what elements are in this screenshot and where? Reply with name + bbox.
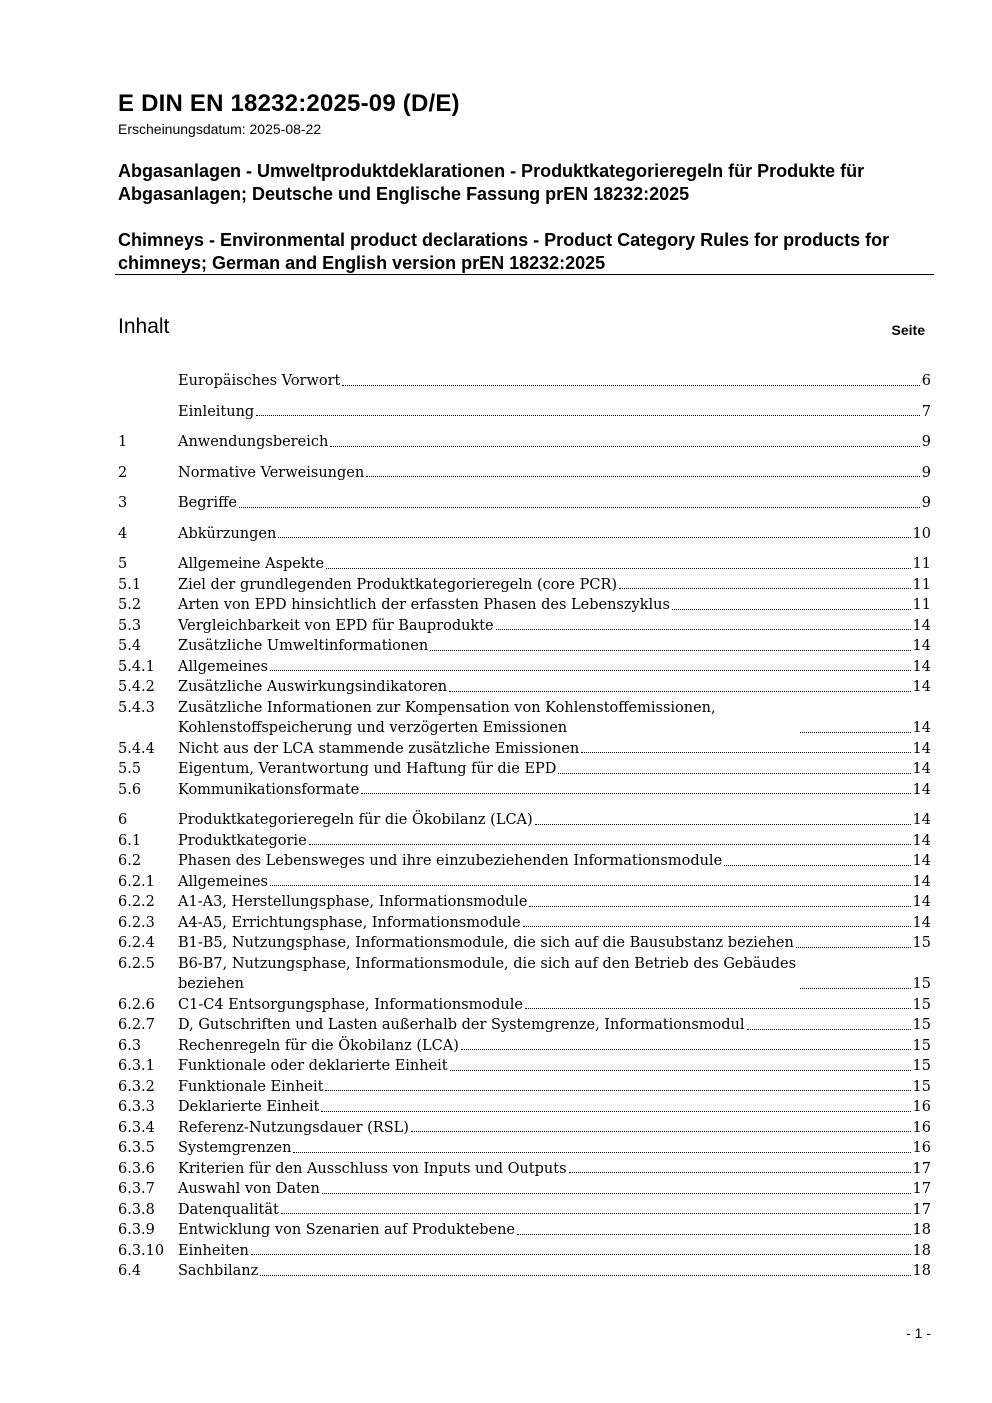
toc-entry-page: 15 (912, 1017, 931, 1033)
toc-entry-title: Einheiten (178, 1242, 249, 1259)
toc-dot-leader (411, 1131, 911, 1132)
toc-entry-number: 6.2.6 (118, 996, 155, 1013)
toc-dot-leader (461, 1049, 911, 1050)
toc-entry-number: 6.1 (118, 832, 142, 849)
toc-entry-number: 5.6 (118, 781, 142, 798)
toc-entry-number: 6.3.3 (118, 1099, 155, 1115)
toc-entry-line (178, 636, 931, 657)
toc-dot-leader (581, 752, 910, 753)
toc-entry-number: 6.3.8 (118, 1201, 155, 1218)
toc-entry-number: 5.3 (118, 617, 142, 634)
toc-entry-number: 6.3.6 (118, 1160, 155, 1177)
toc-entry-number: 2 (118, 464, 128, 481)
toc-entry-page: 18 (912, 1263, 931, 1279)
toc-entry-page: 14 (912, 740, 931, 757)
toc-dot-leader (270, 885, 911, 886)
toc-entry-page: 18 (912, 1222, 931, 1238)
toc-dot-leader (256, 415, 920, 416)
toc-entry-line (178, 1056, 931, 1077)
toc-dot-leader (529, 906, 910, 907)
toc-entry-page: 17 (912, 1201, 931, 1218)
toc-entry-page: 14 (912, 873, 931, 890)
toc-page-label: Seite (891, 322, 925, 338)
toc-entry-page: 15 (912, 1037, 931, 1054)
toc-dot-leader (322, 1193, 911, 1194)
toc-dot-leader (523, 926, 911, 927)
toc-entry[interactable] (118, 872, 931, 893)
page-number: - 1 - (906, 1325, 931, 1341)
toc-entry-title: Nicht aus der LCA stammende zusätzliche Emissionen (178, 740, 580, 757)
toc-entry-line (178, 831, 931, 852)
toc-entry-number: 5 (118, 556, 128, 572)
toc-entry-page: 14 (912, 914, 931, 931)
toc-dot-leader (325, 1090, 910, 1091)
toc-entry[interactable] (118, 432, 931, 453)
toc-entry-title: Produktkategorieregeln für die Ökobilanz (LCA) (178, 812, 533, 828)
toc-entry-title: Auswahl von Daten (178, 1181, 320, 1197)
toc-dot-leader (251, 1254, 911, 1255)
toc-entry-page: 14 (912, 832, 931, 849)
toc-entry[interactable] (118, 524, 931, 545)
toc-entry-number: 5.2 (118, 597, 142, 613)
toc-entry-page: 14 (912, 853, 931, 869)
toc-entry-title: Phasen des Lebensweges und ihre einzubeziehenden Informationsmodule (178, 853, 723, 869)
toc-entry-line (178, 677, 931, 698)
toc-dot-leader (517, 1234, 911, 1235)
toc-entry[interactable] (118, 739, 931, 760)
toc-entry-number: 6.2.4 (118, 935, 155, 951)
toc-entry[interactable] (118, 1261, 931, 1282)
toc-entry[interactable] (118, 463, 931, 484)
toc-dot-leader (281, 1213, 911, 1214)
toc-entry-title: Eigentum, Verantwortung und Haftung für die EPD (178, 761, 557, 777)
toc-entry-page: 9 (921, 464, 931, 481)
toc-entry-number: 5.4.4 (118, 740, 155, 757)
toc-entry[interactable] (118, 892, 931, 913)
toc-entry[interactable] (118, 677, 931, 698)
toc-entry-page: 14 (912, 761, 931, 777)
toc-entry[interactable] (118, 1179, 931, 1200)
toc-entry-page: 14 (912, 638, 931, 654)
toc-entry-page: 10 (912, 525, 931, 542)
toc-entry-number: 5.4.1 (118, 658, 155, 675)
toc-entry-number: 6.2 (118, 853, 142, 869)
toc-entry-page: 15 (912, 976, 931, 992)
toc-entry-number: 6.3.2 (118, 1078, 155, 1095)
toc-entry-number: 5.1 (118, 576, 142, 593)
toc-entry-number: 6.3.4 (118, 1119, 155, 1136)
toc-entry-title: B6-B7, Nutzungsphase, Informationsmodule, die sich auf den Betrieb des Gebäudes beziehen (178, 955, 797, 992)
toc-entry-page: 15 (912, 935, 931, 951)
toc-entry-number: 6.3.1 (118, 1058, 155, 1074)
toc-dot-leader (366, 476, 920, 477)
toc-dot-leader (619, 588, 911, 589)
toc-entry-page: 15 (912, 996, 931, 1013)
toc-dot-leader (496, 629, 911, 630)
toc-dot-leader (330, 446, 919, 447)
toc-entry-page: 11 (912, 576, 931, 593)
toc-entry-line (178, 780, 931, 801)
toc-entry-line (178, 575, 931, 596)
toc-dot-leader (342, 385, 919, 386)
toc-entry-line (178, 554, 931, 575)
toc-entry-line (178, 1138, 931, 1159)
toc-entry-line (178, 1097, 931, 1118)
toc-entry-page: 17 (912, 1160, 931, 1177)
toc-entry[interactable] (118, 1036, 931, 1057)
toc-entry-line (178, 892, 931, 913)
toc-dot-leader (724, 865, 910, 866)
toc-entry-title: Arten von EPD hinsichtlich der erfassten Phasen des Lebenszyklus (178, 597, 670, 613)
toc-entry-number: 5.4.2 (118, 679, 155, 695)
toc-entry[interactable] (118, 1097, 931, 1118)
toc-entry-title: Sachbilanz (178, 1263, 259, 1279)
toc-entry-line (178, 524, 931, 545)
toc-entry[interactable] (118, 698, 931, 739)
toc-dot-leader (800, 988, 911, 989)
toc-entry-page: 14 (912, 781, 931, 798)
toc-entry-page: 15 (912, 1058, 931, 1074)
toc-entry-number: 6.3.5 (118, 1140, 155, 1156)
toc-entry-page: 16 (912, 1140, 931, 1156)
table-of-contents (118, 371, 931, 1282)
toc-entry[interactable] (118, 954, 931, 995)
toc-entry-page: 14 (912, 658, 931, 675)
toc-entry-number: 5.5 (118, 761, 142, 777)
toc-entry[interactable] (118, 402, 931, 423)
toc-dot-leader (525, 1008, 911, 1009)
toc-entry-line (178, 1015, 931, 1036)
toc-entry[interactable] (118, 810, 931, 831)
toc-dot-leader (569, 1172, 911, 1173)
toc-entry-title: Europäisches Vorwort (178, 373, 341, 389)
toc-dot-leader (270, 670, 911, 671)
toc-dot-leader (326, 568, 910, 569)
toc-entry-title: Entwicklung von Szenarien auf Produktebene (178, 1222, 515, 1238)
toc-entry-number: 3 (118, 495, 128, 511)
toc-entry[interactable] (118, 493, 931, 514)
toc-entry-line (178, 616, 931, 637)
toc-entry-title: Einleitung (178, 403, 255, 420)
toc-entry-title: Zusätzliche Umweltinformationen (178, 638, 429, 654)
toc-dot-leader (450, 1070, 911, 1071)
toc-entry[interactable] (118, 1200, 931, 1221)
toc-entry[interactable] (118, 1077, 931, 1098)
toc-entry-title: Funktionale Einheit (178, 1078, 324, 1095)
toc-dot-leader (449, 691, 911, 692)
toc-entry-line (178, 1159, 931, 1180)
toc-entry-page: 17 (912, 1181, 931, 1197)
toc-dot-leader (278, 537, 910, 538)
toc-entry-title: A1-A3, Herstellungsphase, Informationsmodule (178, 894, 528, 910)
toc-entry-line (178, 493, 931, 514)
toc-entry-line (178, 954, 931, 995)
toc-entry-title: Vergleichbarkeit von EPD für Bauprodukte (178, 617, 494, 634)
toc-entry[interactable] (118, 1220, 931, 1241)
toc-dot-leader (535, 824, 911, 825)
toc-dot-leader (558, 773, 910, 774)
publication-date: Erscheinungsdatum: 2025-08-22 (118, 121, 322, 137)
toc-entry[interactable] (118, 1138, 931, 1159)
toc-entry[interactable] (118, 371, 931, 392)
toc-entry-line (178, 810, 931, 831)
toc-entry-line (178, 1261, 931, 1282)
header-divider (115, 274, 934, 275)
toc-entry-number: 1 (118, 434, 128, 450)
toc-entry-page: 11 (912, 556, 931, 572)
toc-entry-line (178, 995, 931, 1016)
toc-entry-line (178, 1118, 931, 1139)
toc-entry-number: 5.4.3 (118, 699, 155, 716)
toc-entry[interactable] (118, 657, 931, 678)
toc-entry-title: Referenz-Nutzungsdauer (RSL) (178, 1119, 409, 1136)
toc-entry-title: Allgemeine Aspekte (178, 556, 325, 572)
toc-entry-line (178, 1036, 931, 1057)
toc-entry-title: Deklarierte Einheit (178, 1099, 320, 1115)
toc-entry-number: 6.3.9 (118, 1222, 155, 1238)
toc-entry-line (178, 1241, 931, 1262)
toc-entry-number: 4 (118, 525, 128, 542)
toc-entry-title: Zusätzliche Informationen zur Kompensation von Kohlenstoffemissionen, Kohlenstoffspeicherung und verzögerten Emissionen (178, 699, 716, 736)
toc-entry-line (178, 371, 931, 392)
toc-entry-line (178, 463, 931, 484)
toc-entry-title: Funktionale oder deklarierte Einheit (178, 1058, 448, 1074)
toc-entry[interactable] (118, 595, 931, 616)
toc-entry-line (178, 698, 931, 739)
toc-entry-page: 18 (912, 1242, 931, 1259)
toc-entry-line (178, 759, 931, 780)
toc-entry[interactable] (118, 1118, 931, 1139)
toc-entry-title: Begriffe (178, 495, 237, 511)
toc-entry-number: 6.2.5 (118, 955, 155, 972)
toc-entry-line (178, 739, 931, 760)
toc-entry[interactable] (118, 636, 931, 657)
toc-entry-title: Kommunikationsformate (178, 781, 360, 798)
toc-entry-title: Allgemeines (178, 873, 268, 890)
toc-entry[interactable] (118, 1015, 931, 1036)
toc-entry-page: 14 (912, 812, 931, 828)
toc-entry-title: C1-C4 Entsorgungsphase, Informationsmodule (178, 996, 523, 1013)
toc-entry-page: 6 (921, 373, 931, 389)
toc-entry-title: Normative Verweisungen (178, 464, 365, 481)
toc-dot-leader (260, 1275, 910, 1276)
toc-dot-leader (796, 947, 911, 948)
toc-entry-line (178, 1220, 931, 1241)
toc-entry-line (178, 432, 931, 453)
toc-entry-line (178, 1179, 931, 1200)
toc-entry[interactable] (118, 575, 931, 596)
toc-entry-line (178, 933, 931, 954)
toc-entry-page: 9 (921, 495, 931, 511)
toc-entry-title: D, Gutschriften und Lasten außerhalb der Systemgrenze, Informationsmodul (178, 1017, 745, 1033)
toc-entry-number: 5.4 (118, 638, 142, 654)
toc-entry-title: Allgemeines (178, 658, 268, 675)
toc-entry-number: 6.3 (118, 1037, 142, 1054)
toc-entry-title: Kriterien für den Ausschluss von Inputs und Outputs (178, 1160, 567, 1177)
toc-entry-page: 16 (912, 1119, 931, 1136)
toc-entry[interactable] (118, 616, 931, 637)
toc-entry[interactable] (118, 1159, 931, 1180)
title-english: Chimneys - Environmental product declarations - Product Category Rules for products for chimneys; German and English version prEN 18232:2025 (118, 230, 890, 273)
toc-dot-leader (309, 844, 911, 845)
toc-entry-number: 6.2.7 (118, 1017, 155, 1033)
toc-entry-title: Zusätzliche Auswirkungsindikatoren (178, 679, 448, 695)
toc-dot-leader (361, 793, 910, 794)
toc-dot-leader (672, 609, 911, 610)
toc-entry-title: Rechenregeln für die Ökobilanz (LCA) (178, 1037, 459, 1054)
toc-entry[interactable] (118, 995, 931, 1016)
toc-entry-number: 6.2.2 (118, 894, 155, 910)
toc-entry-page: 14 (912, 617, 931, 634)
toc-dot-leader (800, 732, 911, 733)
toc-dot-leader (430, 650, 910, 651)
toc-entry-line (178, 1200, 931, 1221)
toc-entry-line (178, 595, 931, 616)
toc-entry-number: 6.3.7 (118, 1181, 155, 1197)
toc-entry[interactable] (118, 780, 931, 801)
toc-entry-title: Datenqualität (178, 1201, 279, 1218)
toc-entry[interactable] (118, 1056, 931, 1077)
toc-entry-page: 11 (912, 597, 931, 613)
toc-dot-leader (239, 507, 920, 508)
toc-entry-title: Systemgrenzen (178, 1140, 292, 1156)
toc-entry-title: A4-A5, Errichtungsphase, Informationsmodule (178, 914, 521, 931)
document-id: E DIN EN 18232:2025-09 (D/E) (118, 90, 460, 117)
toc-entry[interactable] (118, 933, 931, 954)
toc-entry-title: B1-B5, Nutzungsphase, Informationsmodule, die sich auf die Bausubstanz beziehen (178, 935, 794, 951)
toc-entry[interactable] (118, 759, 931, 780)
toc-entry-page: 9 (921, 434, 931, 450)
toc-entry-page: 7 (921, 403, 931, 420)
toc-entry-line (178, 657, 931, 678)
toc-entry-title: Anwendungsbereich (178, 434, 329, 450)
toc-entry-line (178, 1077, 931, 1098)
toc-dot-leader (293, 1152, 910, 1153)
toc-entry-number: 6.2.3 (118, 914, 155, 931)
title-german: Abgasanlagen - Umweltproduktdeklarationen - Produktkategorieregeln für Produkte für Abgasanlagen; Deutsche und Englische Fassung prEN 18232:2025 (118, 161, 865, 204)
toc-entry[interactable] (118, 851, 931, 872)
toc-entry-title: Produktkategorie (178, 832, 307, 849)
toc-entry-title: Ziel der grundlegenden Produktkategorieregeln (core PCR) (178, 576, 618, 593)
toc-entry-page: 14 (912, 679, 931, 695)
toc-entry-line (178, 872, 931, 893)
toc-entry-title: Abkürzungen (178, 525, 277, 542)
toc-entry[interactable] (118, 831, 931, 852)
toc-entry[interactable] (118, 1241, 931, 1262)
toc-entry-page: 16 (912, 1099, 931, 1115)
toc-entry-number: 6 (118, 812, 128, 828)
toc-entry-line (178, 913, 931, 934)
toc-dot-leader (747, 1029, 911, 1030)
toc-entry-page: 14 (912, 720, 931, 736)
toc-entry[interactable] (118, 913, 931, 934)
toc-entry-number: 6.4 (118, 1263, 142, 1279)
toc-entry-line (178, 402, 931, 423)
toc-entry-line (178, 851, 931, 872)
toc-entry[interactable] (118, 554, 931, 575)
toc-entry-page: 15 (912, 1078, 931, 1095)
toc-entry-number: 6.2.1 (118, 873, 155, 890)
toc-entry-number: 6.3.10 (118, 1242, 165, 1259)
toc-heading: Inhalt (118, 315, 170, 338)
toc-dot-leader (321, 1111, 910, 1112)
toc-entry-page: 14 (912, 894, 931, 910)
